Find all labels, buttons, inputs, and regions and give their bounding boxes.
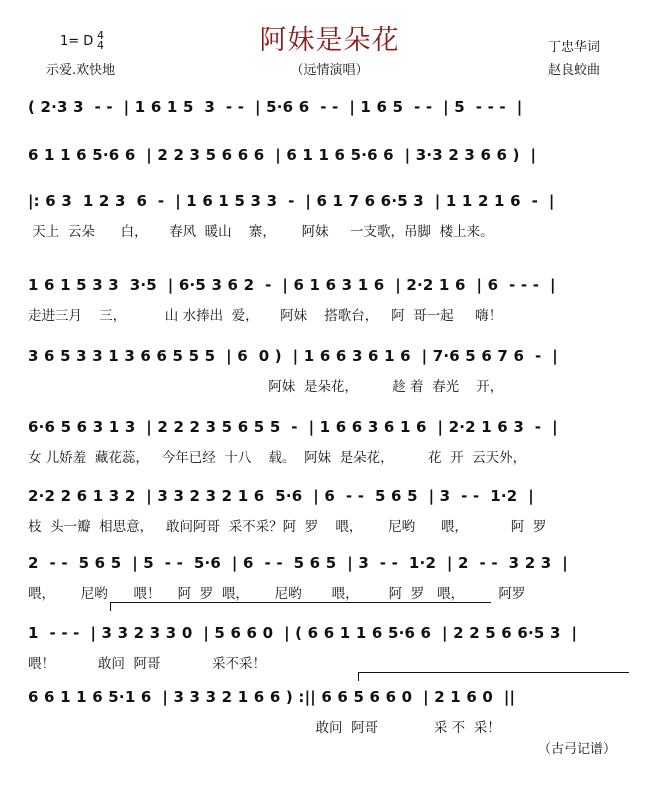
- composer: 赵良蛟曲: [548, 63, 601, 78]
- lyrics: 枝 头一瓣 相思意， 敢问阿哥 采不采？阿 罗 喂， 尼哟 喂， 阿 罗: [28, 519, 547, 535]
- notation: 3 6 5 3 3 1 3 6 6 5 5 5 | 6 0 ) | 1 6 6 3 6 1 6 | 7·6 5 6 7 6 - |: [28, 347, 558, 365]
- score-line-3: [28, 192, 628, 240]
- lyrics: 喂！ 敢问 阿哥 采不采！: [28, 656, 266, 672]
- lyrics: 走进三月 三， 山 水捧出 爱， 阿妹 搭歌台， 阿 哥一起 嗨！: [28, 308, 503, 324]
- score-line-10: [28, 688, 628, 736]
- notation: |: 6 3 1 2 3 6 - | 1 6 1 5 3 3 - | 6 1 7 6 6·5 3 | 1 1 2 1 6 - |: [28, 192, 555, 210]
- singer: （远情演唱）: [290, 63, 369, 78]
- time-signature: [97, 31, 104, 51]
- score-line-7: [28, 487, 628, 535]
- time-top: 4: [97, 29, 104, 42]
- lyrics: 喂， 尼哟 喂！ 阿 罗 喂， 尼哟 喂， 阿 罗 喂， 阿罗: [28, 586, 526, 602]
- song-title: 阿妹是朵花: [259, 25, 400, 56]
- lyrics: 女 儿娇羞 藏花蕊， 今年已经 十八 载。 阿妹 是朵花， 花 开 云天外，: [28, 450, 527, 466]
- notation: 2 - - 5 6 5 | 5 - - 5·6 | 6 - - 5 6 5 | 3 - - 1·2 | 2 - - 3 2 3 |: [28, 554, 568, 572]
- score-line-5: [28, 347, 628, 395]
- transcriber-credit: （古弓记谱）: [538, 742, 617, 757]
- tempo-mode: 示爱.欢快地: [46, 63, 116, 78]
- volta-bracket-1: [110, 602, 491, 611]
- score-line-2: [28, 146, 628, 182]
- notation: 1 6 1 5 3 3 3·5 | 6·5 3 6 2 - | 6 1 6 3 1 6 | 2·2 1 6 | 6 - - - |: [28, 276, 556, 294]
- time-bottom: 4: [97, 39, 104, 52]
- score-line-1: [28, 98, 628, 134]
- notation: 6 1 1 6 5·6 6 | 2 2 3 5 6 6 6 | 6 1 1 6 5·6 6 | 3·3 2 3 6 6 ) |: [28, 146, 537, 164]
- lyrics: 天上 云朵 白， 春风 暖山 寨， 阿妹 一支歌，吊脚 楼上来。: [28, 224, 494, 240]
- notation: 6 6 1 1 6 5·1 6 | 3 3 3 2 1 6 6 ) :|| 6 6 5 6 6 0 | 2 1 6 0 ||: [28, 688, 516, 706]
- notation: 1 - - - | 3 3 2 3 3 0 | 5 6 6 0 | ( 6 6 1 1 6 5·6 6 | 2 2 5 6 6·5 3 |: [28, 624, 578, 642]
- score-line-6: [28, 418, 628, 466]
- notation: ( 2·3 3 - - | 1 6 1 5 3 - - | 5·6 6 - - | 1 6 5 - - | 5 - - - |: [28, 98, 523, 116]
- notation: 6·6 5 6 3 1 3 | 2 2 2 3 5 6 5 5 - | 1 6 6 3 6 1 6 | 2·2 1 6 3 - |: [28, 418, 558, 436]
- score-line-4: [28, 276, 628, 324]
- volta-bracket-2: [358, 672, 629, 681]
- lyrics: 敢问 阿哥 采 不 采！: [28, 720, 501, 736]
- notation: 2·2 2 6 1 3 2 | 3 3 2 3 2 1 6 5·6 | 6 - - 5 6 5 | 3 - - 1·2 |: [28, 487, 534, 505]
- lyrics: 阿妹 是朵花， 趁 着 春光 开，: [28, 379, 504, 395]
- score-line-8: [28, 554, 628, 602]
- key-signature: 1= D: [60, 34, 94, 49]
- lyricist: 丁忠华词: [548, 40, 601, 55]
- score-line-9: [28, 624, 628, 672]
